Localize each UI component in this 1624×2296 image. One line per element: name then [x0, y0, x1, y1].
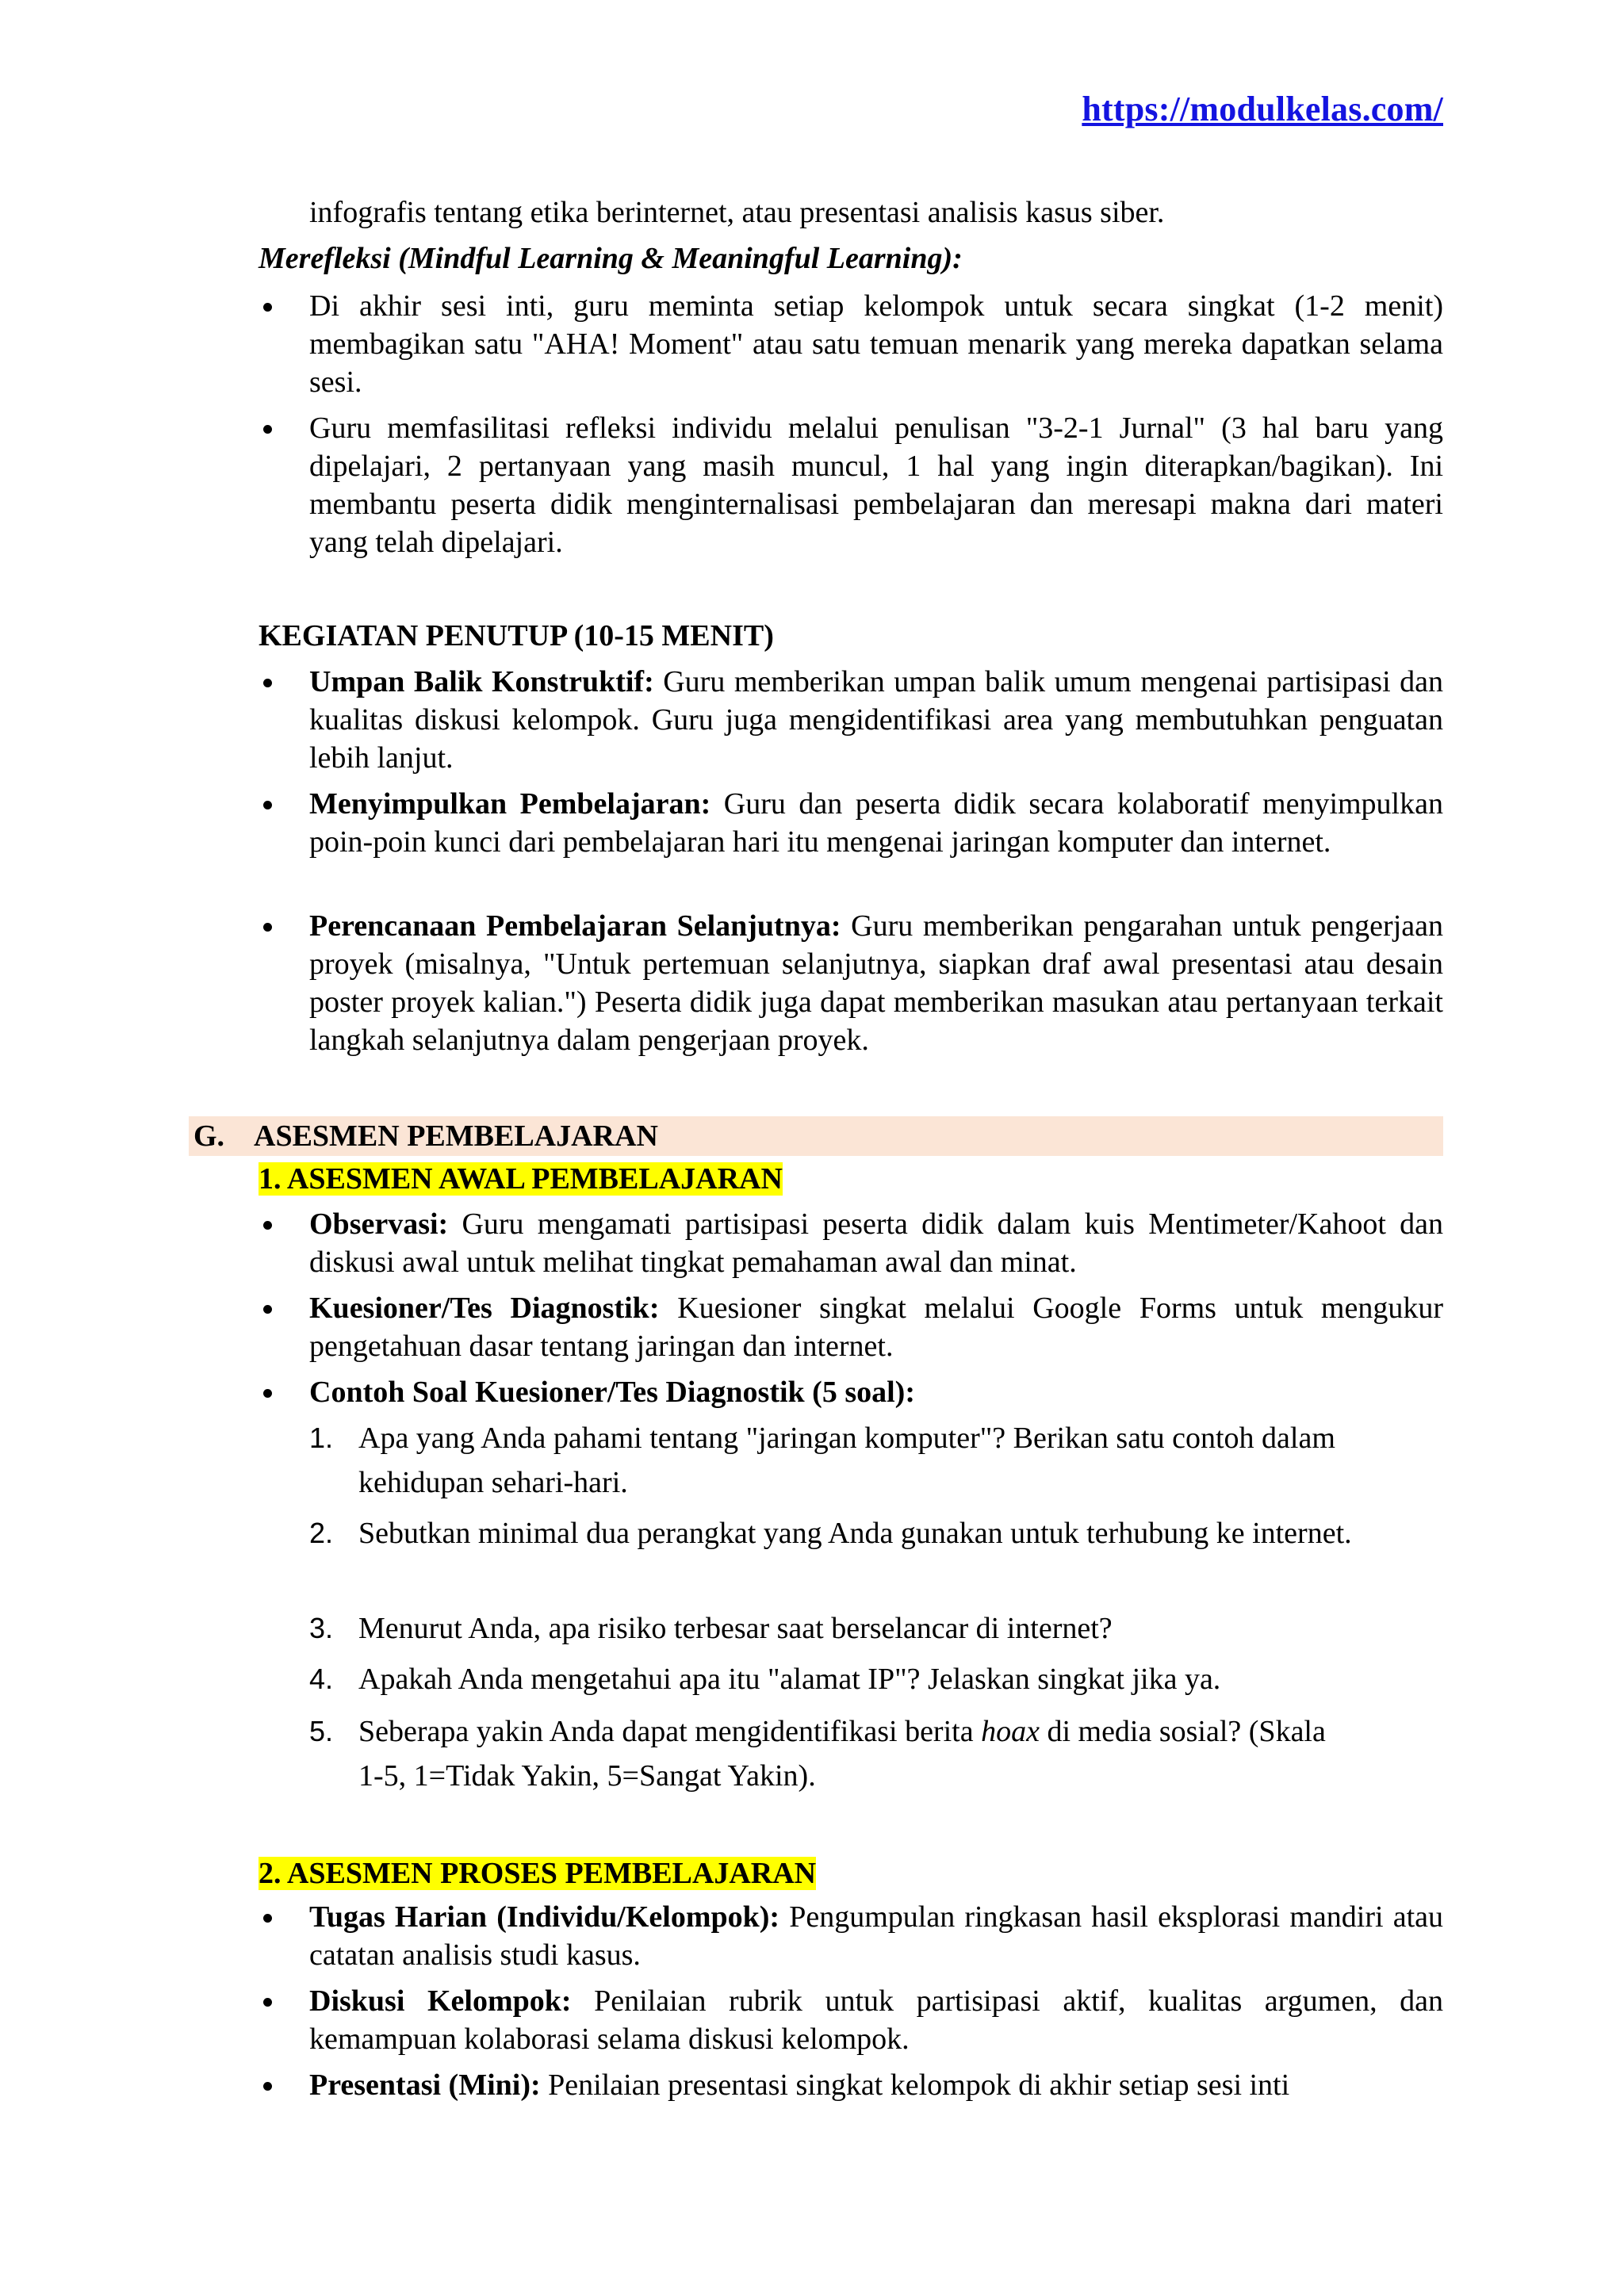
- closing-item: [309, 663, 1443, 777]
- item-label: Tugas Harian (Individu/Kelompok):: [309, 1900, 780, 1934]
- list-item: [259, 1289, 1443, 1365]
- item-text: Guru memberikan umpan balik umum mengenai partisipasi dan kualitas diskusi kelompok. Guru juga mengidentifikasi area yang membutuhkan penguatan lebih lanjut.: [309, 665, 1443, 775]
- reflect-title: Merefleksi (Mindful Learning & Meaningful Learning):: [259, 242, 963, 275]
- item-label: Kuesioner/Tes Diagnostik:: [309, 1292, 660, 1325]
- item-label: Umpan Balik Konstruktif:: [309, 665, 654, 698]
- question-number: 4.: [309, 1663, 334, 1695]
- section-g-heading: [189, 1116, 1443, 1156]
- initial-item: [309, 1373, 1443, 1411]
- bullet-icon: [263, 923, 272, 932]
- question-text: Apa yang Anda pahami tentang "jaringan komputer"? Berikan satu contoh dalam kehidupan sehari-hari.: [358, 1422, 1335, 1499]
- item-text: Guru dan peserta didik secara kolaboratif menyimpulkan poin-poin kunci dari pembelajaran hari itu mengenai jaringan komputer dan internet.: [309, 787, 1443, 859]
- process-item: [309, 1982, 1443, 2058]
- reflect-item-text: Guru memfasilitasi refleksi individu melalui penulisan "3-2-1 Jurnal" (3 hal baru yang dipelajari, 2 pertanyaan yang masih muncul, 1 hal yang ingin diterapkan/bagikan). Ini membantu peserta didik menginternalisasi pembelajaran dan meresapi makna dari materi yang telah dipelajari.: [309, 411, 1443, 559]
- bullet-icon: [263, 303, 272, 312]
- closing-item: [309, 785, 1443, 861]
- bullet-icon: [263, 1305, 272, 1314]
- item-text: Penilaian rubrik untuk partisipasi aktif, kualitas argumen, dan kemampuan kolaborasi selama diskusi kelompok.: [309, 1984, 1443, 2056]
- section-letter: G.: [193, 1119, 225, 1153]
- reflect-item-text: Di akhir sesi inti, guru meminta setiap kelompok untuk secara singkat (1-2 menit) membagikan satu "AHA! Moment" atau satu temuan menarik yang mereka dapatkan selama sesi.: [309, 289, 1443, 399]
- bullet-icon: [263, 1914, 272, 1923]
- item-label: Diskusi Kelompok:: [309, 1984, 572, 2018]
- initial-item: [309, 1289, 1443, 1365]
- list-item: [259, 409, 1443, 561]
- process-assessment-title: [259, 1855, 816, 1892]
- list-item: [259, 287, 1443, 401]
- item-label: Presentasi (Mini):: [309, 2068, 541, 2102]
- question-text-italic: hoax: [981, 1715, 1040, 1748]
- list-item: [259, 1898, 1443, 1974]
- question-item: [309, 1511, 1443, 1556]
- question-item: [309, 1709, 1443, 1798]
- question-number: 2.: [309, 1517, 334, 1549]
- question-text-start: Seberapa yakin Anda dapat mengidentifikasi berita: [358, 1715, 982, 1748]
- question-number: 1.: [309, 1422, 334, 1454]
- item-text: Guru mengamati partisipasi peserta didik dalam kuis Mentimeter/Kahoot dan diskusi awal untuk melihat tingkat pemahaman awal dan minat.: [309, 1207, 1443, 1279]
- item-label: Contoh Soal Kuesioner/Tes Diagnostik (5 soal):: [309, 1376, 915, 1409]
- bullet-icon: [263, 801, 272, 809]
- item-label: Perencanaan Pembelajaran Selanjutnya:: [309, 909, 841, 943]
- question-number: 5.: [309, 1715, 334, 1747]
- bullet-icon: [263, 425, 272, 434]
- item-text: Guru memberikan pengarahan untuk pengerjaan proyek (misalnya, "Untuk pertemuan selanjutnya, siapkan draf awal presentasi atau desain poster proyek kalian.") Peserta didik juga dapat memberikan masukan atau pertanyaan terkait langkah selanjutnya dalam pengerjaan proyek.: [309, 909, 1443, 1057]
- process-item: [309, 2066, 1443, 2104]
- question-number: 3.: [309, 1612, 334, 1644]
- question-item: [309, 1606, 1443, 1651]
- item-text: Pengumpulan ringkasan hasil eksplorasi mandiri atau catatan analisis studi kasus.: [309, 1900, 1443, 1972]
- item-text: Kuesioner singkat melalui Google Forms untuk mengukur pengetahuan dasar tentang jaringan dan internet.: [309, 1292, 1444, 1363]
- initial-item: [309, 1205, 1443, 1281]
- bullet-icon: [263, 1389, 272, 1398]
- header-link[interactable]: https://modulkelas.com/: [1082, 90, 1443, 128]
- section-title: ASESMEN PEMBELAJARAN: [254, 1119, 658, 1153]
- question-text-end: di media sosial? (Skala 1-5, 1=Tidak Yakin, 5=Sangat Yakin).: [358, 1715, 1326, 1793]
- item-text: Penilaian presentasi singkat kelompok di akhir setiap sesi inti: [540, 2068, 1290, 2102]
- question-text: [358, 1709, 1358, 1798]
- intro-continuation: infografis tentang etika berinternet, atau presentasi analisis kasus siber.: [309, 196, 1165, 229]
- highlighted-title: 1. ASESMEN AWAL PEMBELAJARAN: [259, 1162, 783, 1196]
- list-item: [259, 785, 1443, 861]
- highlighted-title: 2. ASESMEN PROSES PEMBELAJARAN: [259, 1857, 817, 1890]
- bullet-icon: [263, 1221, 272, 1230]
- question-item: [309, 1416, 1443, 1505]
- question-text: Menurut Anda, apa risiko terbesar saat berselancar di internet?: [358, 1612, 1113, 1645]
- list-item: [259, 1982, 1443, 2058]
- question-item: [309, 1657, 1443, 1701]
- list-item: [259, 663, 1443, 777]
- list-item: [259, 907, 1443, 1059]
- bullet-icon: [263, 679, 272, 687]
- question-text: Sebutkan minimal dua perangkat yang Anda gunakan untuk terhubung ke internet.: [358, 1517, 1352, 1550]
- process-item: [309, 1898, 1443, 1974]
- item-label: Menyimpulkan Pembelajaran:: [309, 787, 711, 821]
- list-item: [259, 2066, 1443, 2104]
- item-label: Observasi:: [309, 1207, 449, 1241]
- closing-title: KEGIATAN PENUTUP (10-15 MENIT): [259, 619, 774, 652]
- initial-assessment-title: [259, 1161, 783, 1197]
- bullet-icon: [263, 2082, 272, 2091]
- question-text: Apakah Anda mengetahui apa itu "alamat IP"? Jelaskan singkat jika ya.: [358, 1663, 1221, 1696]
- list-item: [259, 1373, 1443, 1411]
- closing-item: [309, 907, 1443, 1059]
- list-item: [259, 1205, 1443, 1281]
- bullet-icon: [263, 1998, 272, 2007]
